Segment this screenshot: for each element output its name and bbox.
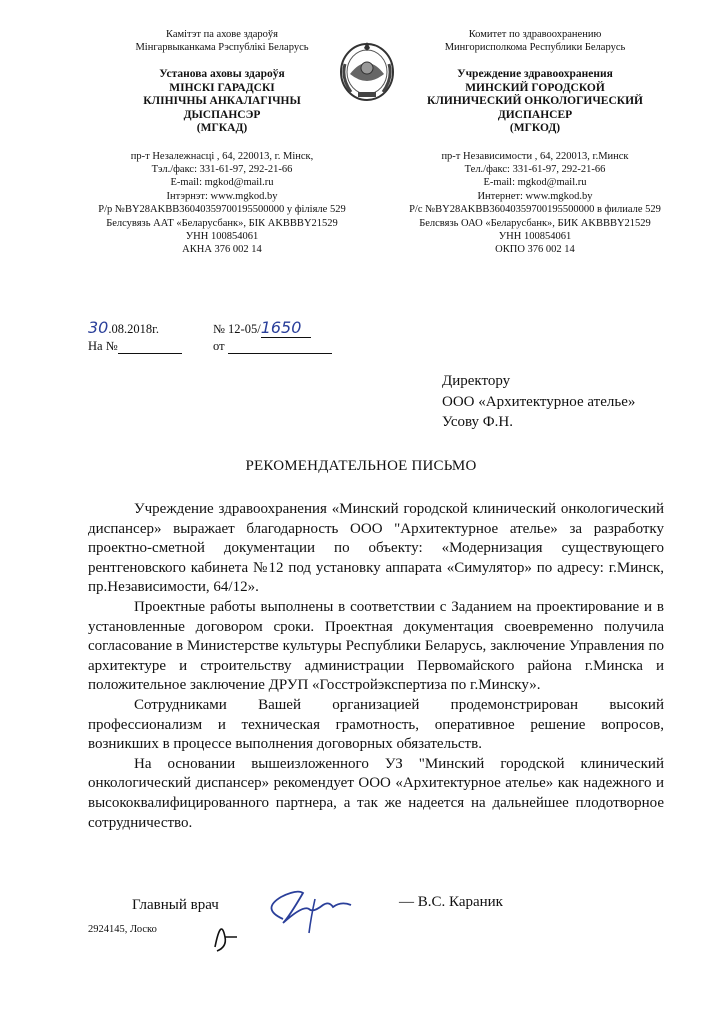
date-day-handwritten: 30: [88, 318, 109, 337]
blank-line: [118, 341, 182, 354]
website: Інтэрнэт: www.mgkod.by: [166, 190, 278, 202]
executor-info: 2924145, Лоско: [88, 924, 157, 935]
from-label: от: [213, 339, 225, 353]
blank-line: [228, 341, 332, 354]
organization-name: [405, 68, 665, 136]
reply-to-number: [88, 339, 182, 354]
addressee-line: Директору: [442, 373, 511, 389]
website: Интернет: www.mgkod.by: [477, 190, 593, 202]
okpo: ОКПО 376 002 14: [495, 244, 575, 256]
signatory-name: — В.С. Караник: [399, 894, 503, 910]
email: E-mail: mgkod@mail.ru: [170, 177, 274, 189]
reply-to-date: [213, 339, 332, 354]
okpo: АКНА 376 002 14: [182, 244, 262, 256]
address: пр-т Незалежнасці , 64, 220013, г. Мінск,: [130, 150, 314, 162]
contact-block: [92, 150, 352, 257]
outgoing-date: [88, 318, 159, 337]
ministry-line: Мінгарвыканкама Рэспублікі Беларусь: [135, 42, 309, 53]
body-paragraph: Сотрудниками Вашей организацией продемонстрирован высокий профессионализм и техническая грамотность, оперативное решение вопросов, возникших в процессе выполнения договорных обязательств.: [88, 696, 664, 753]
bank-name: Белсвязь ОАО «Беларусбанк», БИК AKBBBY21529: [419, 217, 651, 229]
org-line: МИНСКИЙ ГОРОДСКОЙ: [465, 81, 605, 94]
phone: Тэл./факс: 331-61-97, 292-21-66: [151, 163, 293, 175]
letterhead-right: [405, 28, 665, 257]
bank-name: Белсувязь ААТ «Беларусбанк», БІК AKBBBY21529: [106, 217, 338, 229]
state-emblem-icon: [336, 34, 398, 104]
date-rest: .08.2018г.: [108, 322, 159, 336]
bank-account: Р/р №BY28AKBB36040359700195500000 у філіяле 529: [98, 204, 346, 216]
contact-block: [405, 150, 665, 257]
org-line: КЛИНИЧЕСКИЙ ОНКОЛОГИЧЕСКИЙ: [427, 95, 643, 107]
phone: Тел./факс: 331-61-97, 292-21-66: [464, 163, 606, 175]
ministry-line: Камітэт па ахове здароўя: [165, 29, 279, 40]
addressee-line: Усову Ф.Н.: [442, 414, 513, 430]
org-line: (МГКОД): [509, 122, 561, 134]
signatory-position: Главный врач: [132, 897, 219, 913]
email: E-mail: mgkod@mail.ru: [483, 177, 587, 189]
handwritten-signature: [195, 875, 395, 955]
addressee-line: ООО «Архитектурное ателье»: [442, 393, 636, 410]
org-line: ДЫСПАНСЭР: [183, 108, 261, 121]
bank-account: Р/с №BY28AKBB36040359700195500000 в филиале 529: [409, 204, 661, 216]
body-paragraph: Проектные работы выполнены в соответствии с Заданием на проектирование и в установленные договором сроки. Проектная документация своевременно получила согласование в Министерстве культуры Республики Беларусь, заключение Управления по архитектуре и строительству администрации Первомайского района г.Минска и положительное заключение ДРУП «Госстройэкспертиза по г.Минску».: [88, 598, 664, 694]
unn: УНН 100854061: [498, 230, 572, 242]
org-line: КЛІНІЧНЫ АНКАЛАГІЧНЫ: [143, 95, 301, 107]
outgoing-number: [213, 318, 311, 338]
unn: УНН 100854061: [185, 230, 259, 242]
org-line: МІНСКІ ГАРАДСКІ: [169, 81, 275, 94]
address: пр-т Независимости , 64, 220013, г.Минск: [441, 150, 629, 162]
reply-label: На №: [88, 339, 118, 353]
org-line: (МГКАД): [196, 122, 248, 134]
letter-title: РЕКОМЕНДАТЕЛЬНОЕ ПИСЬМО: [245, 458, 477, 474]
organization-name: [92, 68, 352, 136]
ministry-line: Комитет по здравоохранению: [468, 29, 602, 40]
letterhead-left: [92, 28, 352, 257]
number-prefix: № 12-05/: [213, 322, 261, 336]
body-paragraph: На основании вышеизложенного УЗ "Минский городской клинический онкологический диспансер» рекомендует ООО «Архитектурное ателье» как надежного и высококвалифицированного партнера, а так же надеется на дальнейшее плодотворное сотрудничество.: [88, 755, 664, 831]
org-line: ДИСПАНСЕР: [497, 108, 573, 121]
org-line: Учреждение здравоохранения: [457, 68, 613, 80]
number-handwritten: 1650: [261, 318, 311, 338]
addressee-block: [442, 371, 635, 433]
org-line: Установа аховы здароўя: [159, 68, 285, 80]
letter-body: [88, 500, 664, 833]
body-paragraph: Учреждение здравоохранения «Минский городской клинический онкологический диспансер» выражает благодарность ООО "Архитектурное ателье» за разработку проектно-сметной документации по объекту: «Модернизация существующего рентгеновского кабинета №12 под установку аппарата «Симулятор» по адресу: г.Минск, пр.Независимости, 64/12».: [88, 501, 664, 596]
ministry-line: Мингорисполкома Республики Беларусь: [444, 42, 626, 53]
